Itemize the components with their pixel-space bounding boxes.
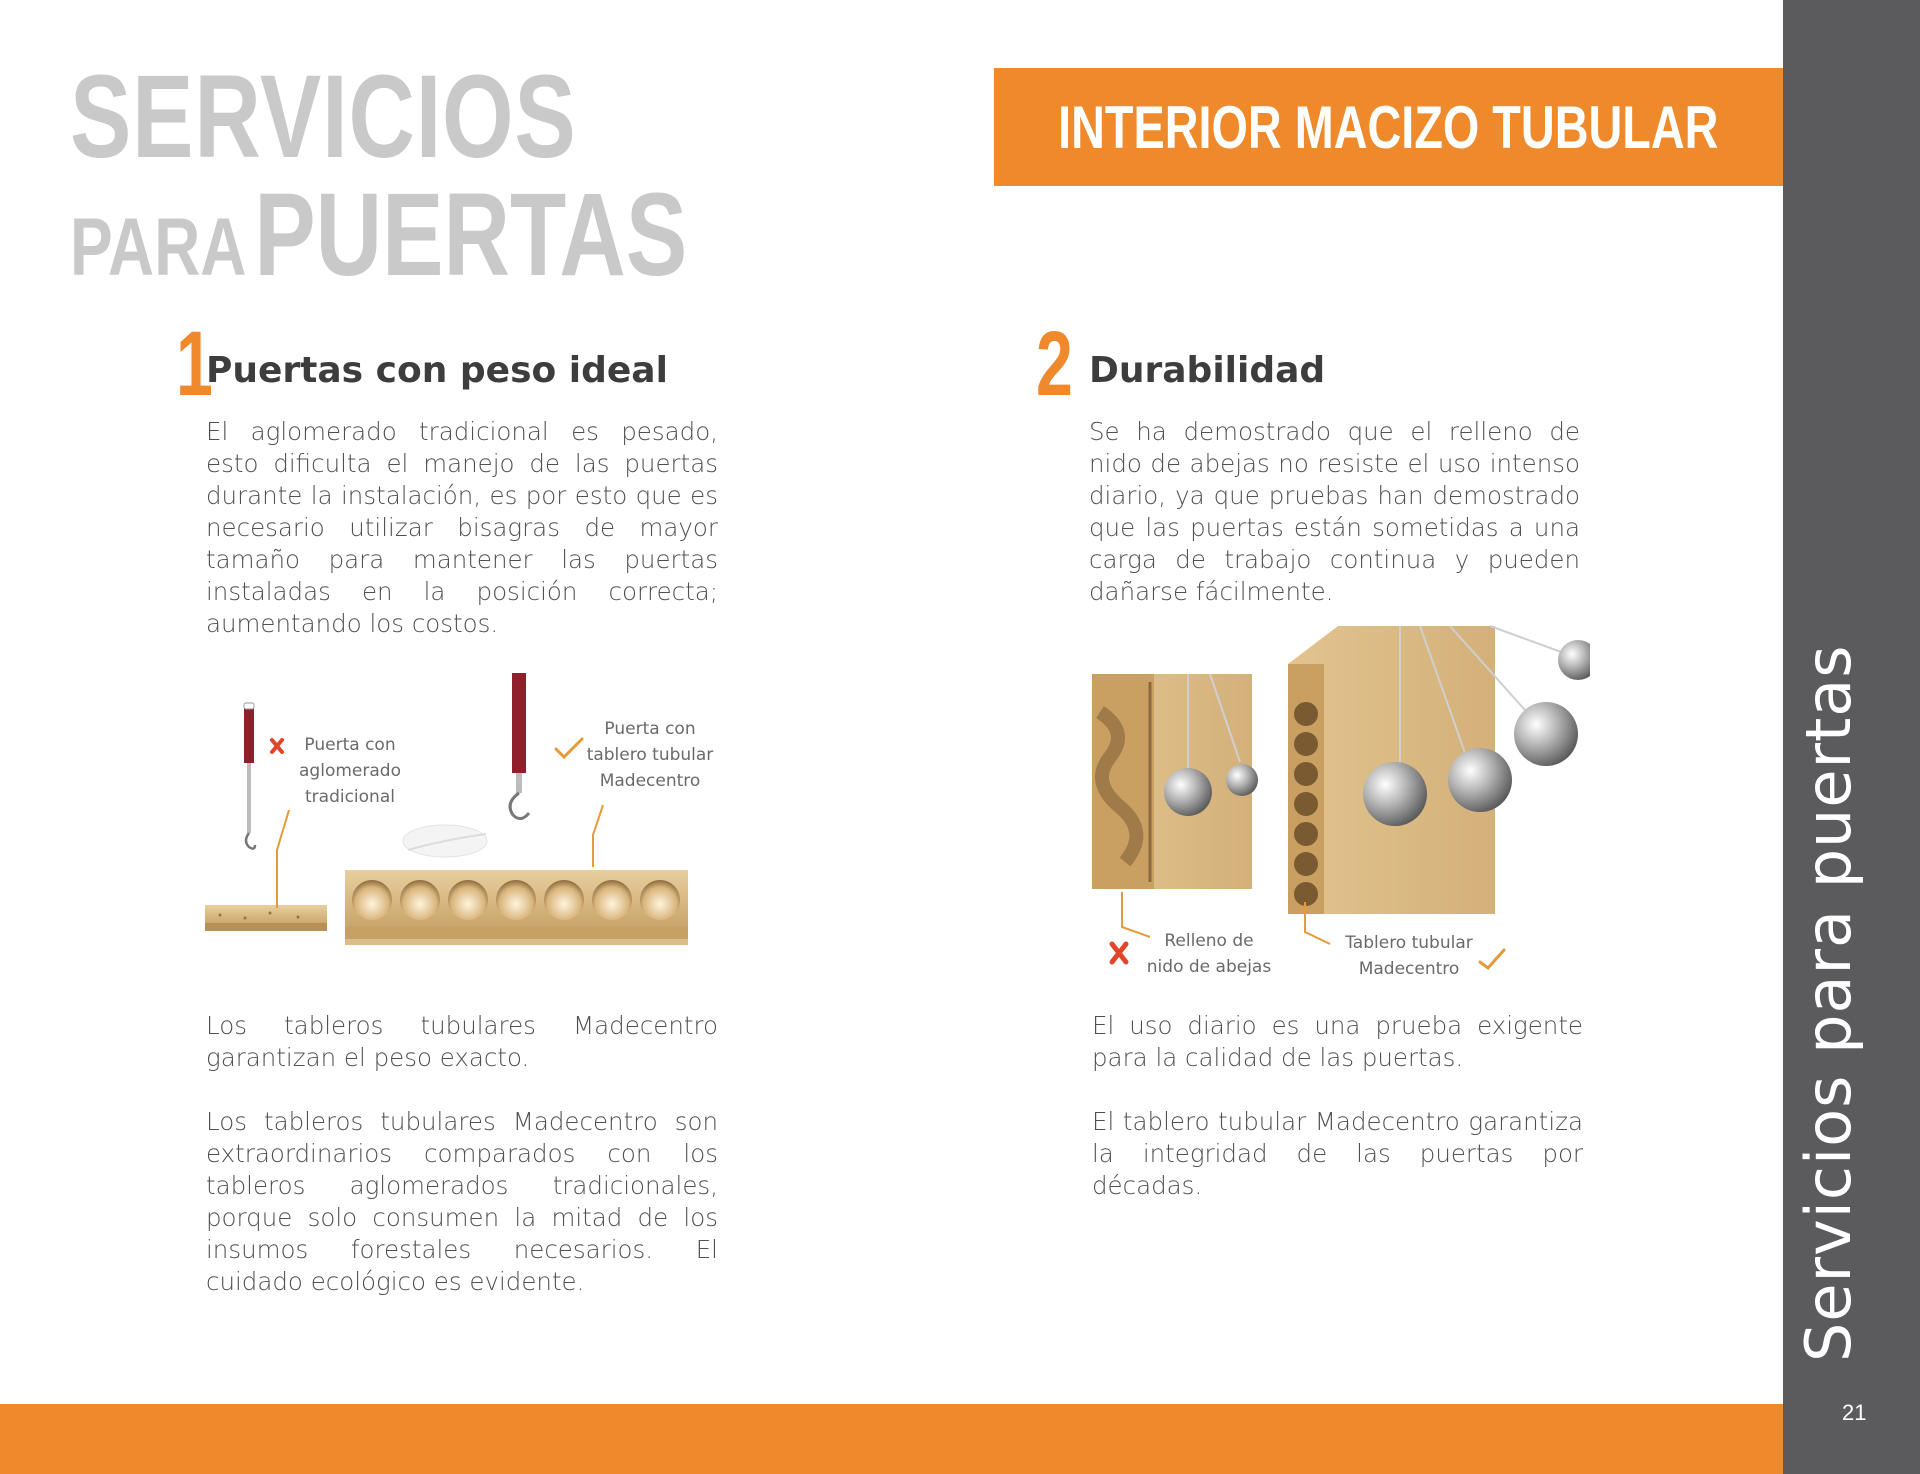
weight-comparison-figure [200, 665, 700, 955]
section-1-para-2: Los tableros tubulares Madecentro garantizan el peso exacto. [206, 1011, 718, 1072]
title-line-1: SERVICIOS [70, 51, 577, 183]
section-2-para-3: El tablero tubular Madecentro garantiza la integridad de las puertas por décadas. [1092, 1107, 1583, 1200]
tubular-board-icon [345, 870, 688, 945]
good-leader-line [593, 805, 603, 867]
section-1-para-3: Los tableros tubulares Madecentro son extraordinarios comparados con los tableros aglomerados tradicionales, porque solo consumen la mitad de los insumos forestales necesarios. El cuidado ecológico es evidente. [206, 1107, 718, 1296]
section-2-title: Durabilidad [1089, 350, 1326, 391]
section-2-number: 2 [1036, 313, 1073, 415]
heavy-scale-icon [244, 703, 255, 849]
feather-icon [403, 825, 487, 857]
label-honeycomb: Relleno de nido de abejas [1146, 931, 1272, 977]
page-number: 21 [1842, 1400, 1867, 1425]
light-scale-icon [510, 673, 529, 819]
section-2-intro: Se ha demostrado que el relleno de nido de abejas no resiste el uso intenso diario, ya que pruebas han demostrado que las puertas están sometidas a una carga de trabajo continua y pueden dañarse fácilmente. [1089, 417, 1580, 606]
particleboard-icon [205, 905, 327, 931]
honeycomb-door-icon [1092, 674, 1258, 889]
tubular-door-icon [1288, 626, 1590, 914]
sidebar-vertical-title: Servicios para puertas [1792, 644, 1865, 1362]
bad-mark-icon [1112, 944, 1126, 962]
section-2-para-2: El uso diario es una prueba exigente para la calidad de las puertas. [1092, 1011, 1583, 1072]
section-1-title: Puertas con peso ideal [206, 350, 668, 391]
label-good-board: Puerta con tablero tubular Madecentro [586, 719, 714, 791]
label-bad-board: Puerta con aglomerado tradicional [299, 735, 401, 807]
section-1-number: 1 [176, 313, 213, 415]
title-line-2 [70, 169, 688, 301]
bad-mark-icon [272, 740, 282, 752]
section-banner [994, 68, 1783, 186]
bad-leader-line [277, 810, 289, 908]
title-word-puertas: PUERTAS [254, 169, 688, 301]
section-1-intro: El aglomerado tradicional es pesado, esto dificulta el manejo de las puertas durante la instalación, es por esto que es necesario utilizar bisagras de mayor tamaño para mantener las puertas instaladas en la posición correcta; aumentando los costos. [206, 417, 718, 638]
page-title [70, 51, 688, 301]
title-word-para: PARA [70, 202, 247, 293]
footer-bar [0, 1404, 1783, 1474]
label-tubular: Tablero tubular Madecentro [1345, 933, 1473, 979]
banner-title: INTERIOR MACIZO TUBULAR [1058, 93, 1719, 161]
